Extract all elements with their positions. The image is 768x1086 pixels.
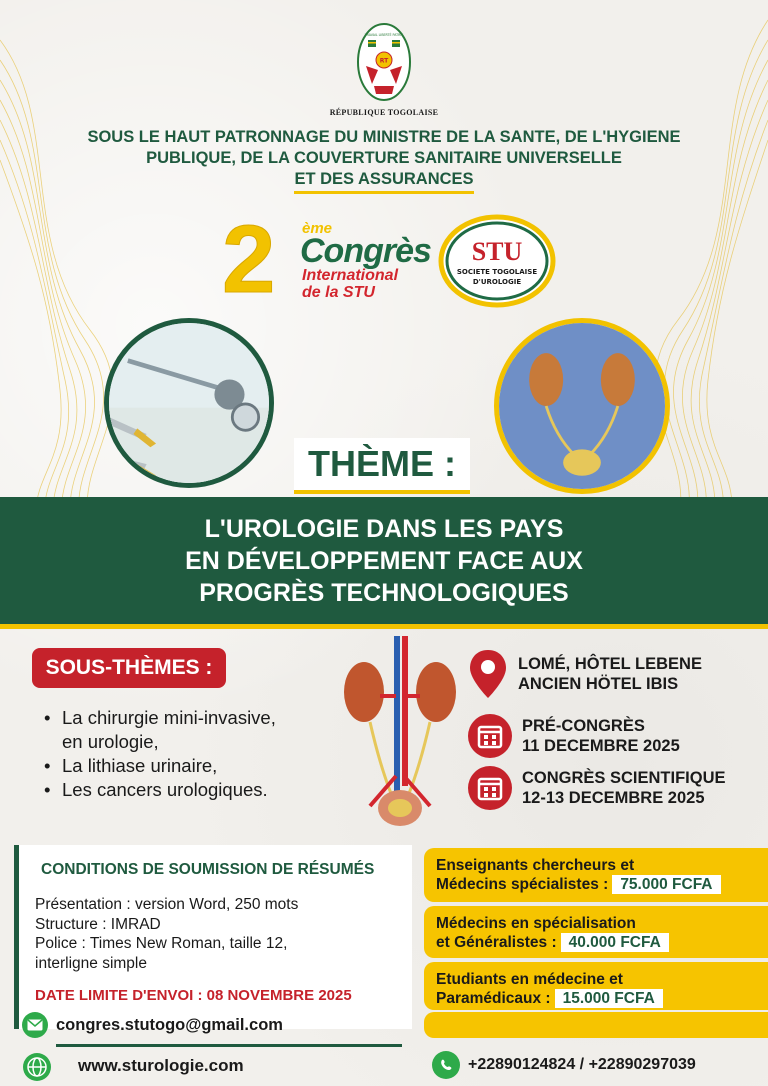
patronage-line-2: PUBLIQUE, DE LA COUVERTURE SANITAIRE UNIVERSELLE: [146, 149, 622, 167]
email-icon: [22, 1012, 48, 1038]
stu-logo-line-2: D'UROLOGIE: [472, 278, 522, 286]
congress-word: Congrès: [300, 232, 431, 270]
republic-label: RÉPUBLIQUE TOGOLAISE: [329, 108, 439, 117]
patronage-line-1: SOUS LE HAUT PATRONNAGE DU MINISTRE DE LA SANTE, DE L'HYGIENE: [87, 128, 681, 146]
gold-wave-decoration-right: [648, 0, 768, 560]
location-line-2: ANCIEN HÖTEL IBIS: [518, 675, 679, 693]
fee-line-1: Enseignants chercheurs et: [436, 857, 635, 874]
endoscope-image: [104, 318, 274, 488]
emblem-badge: RT: [379, 57, 389, 65]
calendar-icon: [468, 766, 512, 810]
pre-congress-date: 11 DECEMBRE 2025: [522, 737, 680, 755]
pre-congress-title: PRÉ-CONGRÈS: [522, 717, 645, 735]
scientific-congress-row: [468, 766, 726, 810]
deadline-text: DATE LIMITE D'ENVOI : 08 NOVEMBRE 2025: [35, 987, 352, 1004]
theme-line-3: PROGRÈS TECHNOLOGIQUES: [199, 578, 569, 607]
pre-congress-text: [522, 716, 680, 756]
subtheme-continuation: en urologie,: [62, 731, 159, 752]
fee-price: 75.000 FCFA: [612, 875, 720, 894]
fee-card: [424, 906, 768, 958]
phone-row: [432, 1051, 696, 1079]
urinary-anatomy-image: [494, 318, 670, 494]
subthemes-list: [44, 706, 276, 802]
scientific-congress-text: [522, 768, 726, 808]
condition-line: Structure : IMRAD: [35, 915, 161, 933]
footer-divider: [56, 1044, 402, 1047]
emblem-motto: TRAVAIL LIBERTÉ PATRIE: [364, 33, 404, 37]
calendar-icon: [468, 714, 512, 758]
congress-number: 2: [222, 206, 276, 313]
email-address[interactable]: congres.stutogo@gmail.com: [56, 1015, 283, 1034]
conditions-lines: [35, 895, 298, 973]
condition-line: interligne simple: [35, 954, 147, 972]
globe-icon: [22, 1052, 52, 1082]
whatsapp-icon: [432, 1051, 460, 1079]
phone-numbers[interactable]: +22890124824 / +22890297039: [468, 1056, 696, 1073]
fee-line-1: Médecins en spécialisation: [436, 915, 636, 932]
congress-subtitle: [302, 267, 432, 301]
fee-line-2: Médecins spécialistes :: [436, 876, 609, 893]
submission-conditions-box: [14, 845, 412, 1029]
scientific-congress-title: CONGRÈS SCIENTIFIQUE: [522, 769, 726, 787]
fee-price: 15.000 FCFA: [555, 989, 663, 1008]
congress-subtitle-line-1: International: [302, 267, 399, 284]
fee-card-blank: [424, 1012, 768, 1038]
conditions-title: CONDITIONS DE SOUMISSION DE RÉSUMÉS: [41, 861, 375, 878]
congress-subtitle-line-2: de la STU: [302, 284, 375, 301]
email-row: [22, 1012, 283, 1038]
fee-line-2: Paramédicaux :: [436, 990, 551, 1007]
stu-logo: [438, 214, 556, 308]
theme-line-2: EN DÉVELOPPEMENT FACE AUX: [185, 546, 583, 575]
fee-card: [424, 962, 768, 1010]
stu-logo-letters: STU: [471, 237, 523, 266]
subtheme-text: Les cancers urologiques.: [62, 779, 268, 800]
fee-card: [424, 848, 768, 902]
theme-banner: [0, 497, 768, 629]
gold-wave-decoration-left: [0, 0, 120, 560]
stu-logo-line-1: SOCIETE TOGOLAISE: [456, 268, 538, 276]
condition-line: Présentation : version Word, 250 mots: [35, 896, 299, 913]
theme-line-1: L'UROLOGIE DANS LES PAYS: [204, 514, 564, 543]
location-row: [468, 648, 702, 700]
patronage-text: [60, 127, 708, 194]
condition-line: Police : Times New Roman, taille 12,: [35, 935, 288, 952]
subtheme-item: [44, 754, 276, 778]
fee-line-2: et Généralistes :: [436, 934, 557, 951]
fee-price: 40.000 FCFA: [561, 933, 669, 952]
location-pin-icon: [468, 648, 508, 700]
subtheme-text: La lithiase urinaire,: [62, 755, 218, 776]
subthemes-label: SOUS-THÈMES :: [32, 648, 226, 688]
fee-line-1: Etudiants en médecine et: [436, 971, 623, 988]
subtheme-item: [44, 778, 276, 802]
subtheme-text: La chirurgie mini-invasive,: [62, 707, 276, 728]
location-line-1: LOMÉ, HÔTEL LEBENE: [518, 655, 702, 673]
theme-label: THÈME :: [294, 438, 470, 494]
togo-emblem: [356, 22, 412, 102]
subtheme-item: [44, 706, 276, 754]
congress-ordinal: ème: [302, 220, 333, 237]
location-text: [518, 654, 702, 694]
kidney-illustration: [340, 636, 460, 830]
patronage-line-3: ET DES ASSURANCES: [294, 169, 473, 194]
scientific-congress-date: 12-13 DECEMBRE 2025: [522, 789, 705, 807]
website-link[interactable]: www.sturologie.com: [78, 1056, 244, 1075]
pre-congress-row: [468, 714, 680, 758]
